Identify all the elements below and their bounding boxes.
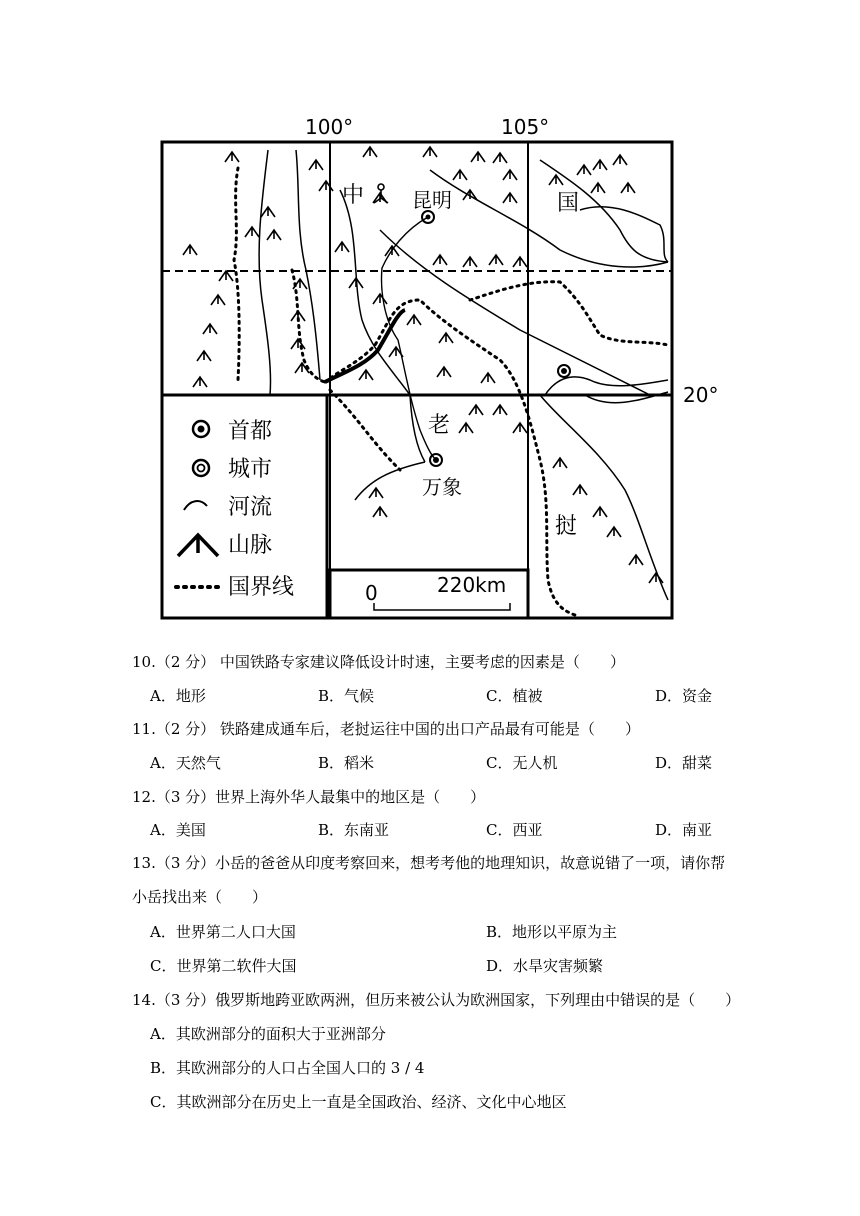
question-12-option-c[interactable]: C．西亚 <box>486 821 543 839</box>
question-14-stem: 14.（3 分）俄罗斯地跨亚欧两洲，但历来被公认为欧洲国家，下列理由中错误的是（ ） <box>132 991 741 1009</box>
question-11-option-b[interactable]: B．稻米 <box>318 754 375 772</box>
lat-20-label: 20° <box>683 383 719 407</box>
question-12-option-a[interactable]: A．美国 <box>150 821 206 839</box>
question-11-option-d[interactable]: D．甜菜 <box>655 754 713 772</box>
question-13-option-a[interactable]: A．世界第二人口大国 <box>150 923 296 941</box>
hanoi-capital-marker <box>558 365 570 377</box>
china-label-1: 中 <box>342 183 365 208</box>
laos-label-2: 挝 <box>555 514 578 539</box>
legend-mountain-label: 山脉 <box>228 533 273 558</box>
question-13-option-b[interactable]: B．地形以平原为主 <box>486 923 618 941</box>
question-13-option-d[interactable]: D．水旱灾害频繁 <box>486 957 604 975</box>
question-11-option-a[interactable]: A．天然气 <box>150 754 221 772</box>
china-label-2: 国 <box>557 191 580 216</box>
kunming-label: 昆明 <box>412 188 452 212</box>
scale-end-label: 220km <box>437 573 507 597</box>
question-13-option-c[interactable]: C．世界第二软件大国 <box>150 957 297 975</box>
scale-start-label: 0 <box>365 581 378 605</box>
vientiane-label: 万象 <box>422 475 462 499</box>
question-11-option-c[interactable]: C．无人机 <box>486 754 558 772</box>
question-11-stem: 11.（2 分） 铁路建成通车后，老挝运往中国的出口产品最有可能是（ ） <box>132 720 640 738</box>
legend-city-label: 城市 <box>228 457 273 482</box>
question-14-option-b[interactable]: B．其欧洲部分的人口占全国人口的 3 / 4 <box>150 1059 425 1077</box>
question-12-stem: 12.（3 分）世界上海外华人最集中的地区是（ ） <box>132 788 486 806</box>
question-12-option-d[interactable]: D．南亚 <box>655 821 713 839</box>
question-14-option-a[interactable]: A．其欧洲部分的面积大于亚洲部分 <box>150 1025 386 1043</box>
legend-capital-label: 首都 <box>228 419 273 444</box>
question-10-option-d[interactable]: D．资金 <box>655 687 713 705</box>
question-13-stem: 13.（3 分）小岳的爸爸从印度考察回来，想考考他的地理知识，故意说错了一项，请你帮小岳找出来（ ） <box>132 854 726 906</box>
question-10-option-a[interactable]: A．地形 <box>150 687 206 705</box>
legend-border-label: 国界线 <box>228 575 295 600</box>
laos-label-1: 老 <box>428 413 451 438</box>
question-14-option-c[interactable]: C．其欧洲部分在历史上一直是全国政治、经济、文化中心地区 <box>150 1093 567 1111</box>
lon-100-label: 100° <box>305 115 354 139</box>
legend-capital-icon <box>193 421 209 437</box>
question-10-stem: 10.（2 分） 中国铁路专家建议降低设计时速，主要考虑的因素是（ ） <box>132 653 625 671</box>
legend-city-icon <box>193 460 209 476</box>
lon-105-label: 105° <box>501 115 550 139</box>
legend-river-label: 河流 <box>228 495 273 520</box>
question-10-option-b[interactable]: B．气候 <box>318 687 375 705</box>
question-10-option-c[interactable]: C．植被 <box>486 687 543 705</box>
question-12-option-b[interactable]: B．东南亚 <box>318 821 390 839</box>
